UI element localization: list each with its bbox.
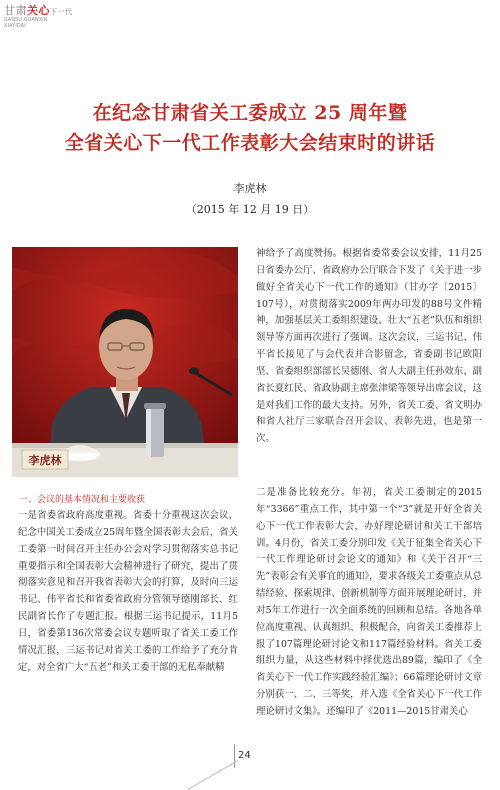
speaker-photo (12, 247, 238, 477)
masthead-brand (4, 2, 94, 18)
brand-text-gansu: 甘肃 (4, 4, 27, 17)
page-number-decoration (188, 760, 239, 790)
article-title-line-2: 全省关心下一代工作表彰大会结束时的讲话 (64, 132, 436, 154)
section-heading: 一、会议的基本情况和主要收获 (19, 495, 146, 505)
brand-text-xiayidai: 下一代 (50, 8, 73, 16)
article-title-line-1: 在纪念甘肃省关工委成立 25 周年暨 (92, 102, 408, 124)
brand-text-guanxin: 关心 (27, 4, 50, 17)
speech-date: （2015 年 12 月 19 日） (185, 203, 315, 216)
masthead-logo (4, 2, 94, 32)
body-paragraph-left: 一是省委省政府高度重视。省委十分重视这次会议，纪念中国关工委成立25周年暨全国表彰大会后，省关工委第一时间召开主任办公会对学习贯彻落实总书记重要指示和全国表彰大会精神进行了研究，提出了贯彻落实意见和召开我省表彰大会的打算，及时向三运书记、伟平省长和省委省政府分管领导德刚部长、红民副省长作了专题汇报。根据三运书记提示，11月5日，省委第136次常委会议专题听取了省关工委工作情况汇报，三运书记对省关工委的工作给予了充分肯定，对全省广大“五老”和关工委干部的无私奉献精 (18, 510, 238, 673)
author-name: 李虎林 (233, 182, 267, 195)
page-number-divider (234, 744, 235, 768)
masthead-sub-2: XIAYIDAI (4, 24, 26, 29)
speaker-photo-illustration (12, 247, 238, 477)
masthead-sub-1: GANSU GUANXIN (4, 18, 48, 23)
page-number: 24 (238, 750, 251, 761)
body-paragraph-right-2: 二是准备比较充分。年初，省关工委制定的2015年“3366”重点工作，其中第一个“3”就是开好全省关心下一代工作表彰大会，办好理论研讨和关工干部培训。4月份，省关工委分别印发《关于征集全省关心下一代工作理论研讨会论文的通知》和《关于召开“三先”表彰会有关事宜的通知》，要求各级关工委重点从总结经验、探索规律、创新机制等方面开展理论研讨，并对5年工作进行一次全面系统的回顾和总结。各地各单位高度重视、认真组织、积极配合，向省关工委推荐上报了107篇理论研讨论文和117篇经验材料。省关工委组织力量，从这些材料中择优选出89篇，编印了《全省关心下一代工作实践经验汇编》；66篇理论研讨文章分别获一、二、三等奖，并入选《全省关心下一代工作理论研讨文集》。还编印了《2011—2015甘肃关心 (256, 487, 482, 717)
body-paragraph-right-1: 神给予了高度赞扬。根据省委常委会议安排，11月25日省委办公厅、省政府办公厅联合下发了《关于进一步做好全省关心下一代工作的通知》（甘办字〔2015〕107号），对贯彻落实2009年两办印发的88号文件精神，加强基层关工委组织建设、壮大“五老”队伍和组织领导等方面再次进行了强调。这次会议，三运书记、伟平省长接见了与会代表并合影留念，省委副书记欧阳坚、省委组织部部长吴德刚、省人大副主任孙效东、副省长夏红民、省政协副主席张津梁等领导出席会议，这是对我们工作的最大支持。另外，省关工委、省文明办和省人社厅三家联合召开会议、表彰先进，也是第一次。 (256, 248, 482, 445)
nameplate-text: 李虎林 (28, 454, 62, 467)
